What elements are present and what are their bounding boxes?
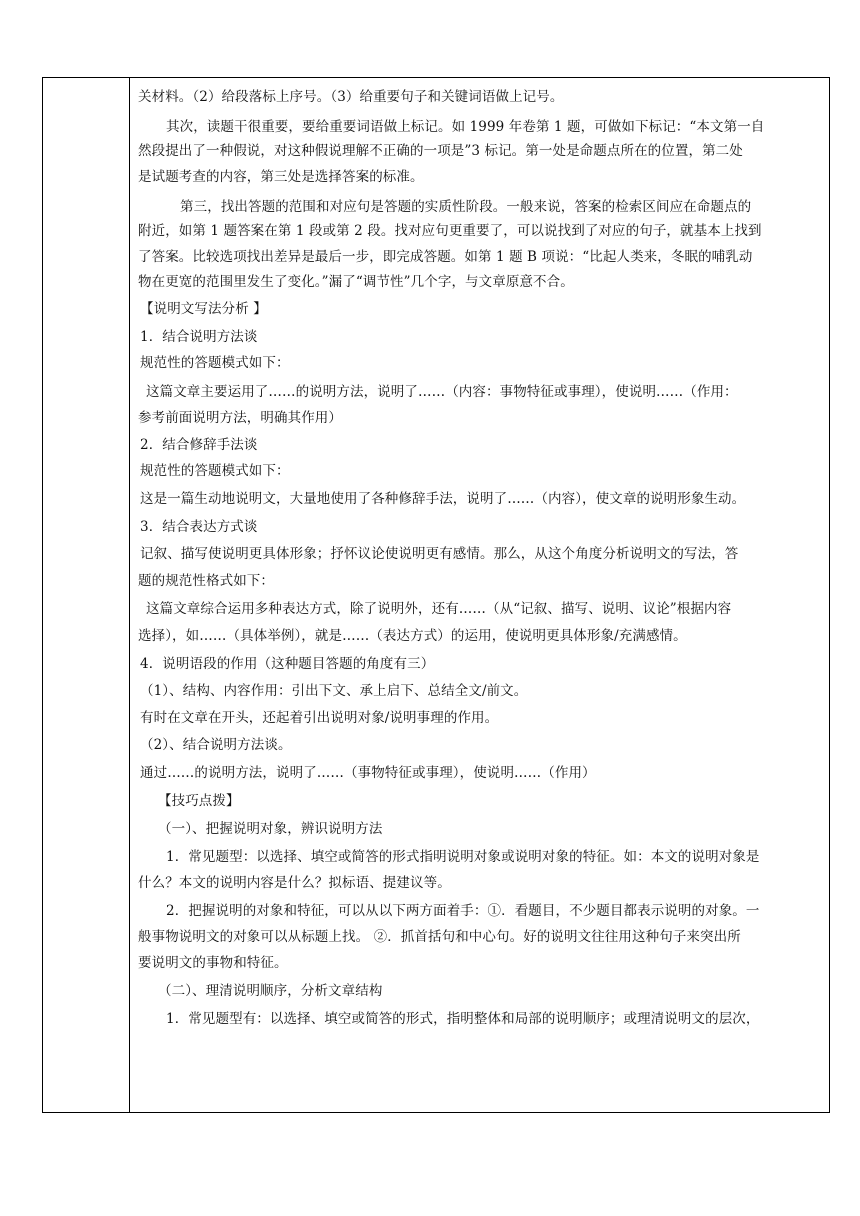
text-line: 附近，如第 1 题答案在第 1 段或第 2 段。找对应句更重要了，可以说找到了对应的句子，就基本上找到 [138, 223, 762, 239]
text-line: 1．常见题型：以选择、填空或简答的形式指明说明对象或说明对象的特征。如：本文的说明对象是 [166, 849, 760, 865]
text-line: 题的规范性格式如下： [138, 573, 274, 589]
text-line: （二）、理清说明顺序，分析文章结构 [158, 983, 383, 999]
text-line: 选择），如……（具体举例），就是……（表达方式）的运用，使说明更具体形象/充满感情。 [138, 628, 687, 644]
text-line: 要说明文的事物和特征。 [138, 955, 288, 971]
text-line: 然段提出了一种假说，对这种假说理解不正确的一项是”3 标记。第一处是命题点所在的位置，第二处 [138, 143, 743, 159]
text-line: 这篇文章综合运用多种表达方式，除了说明外，还有……（从“记叙、描写、说明、议论”根据内容 [146, 601, 732, 617]
text-line: 这篇文章主要运用了……的说明方法，说明了……（内容：事物特征或事理），使说明……（作用： [146, 384, 738, 400]
text-line: （1）、结构、内容作用：引出下文、承上启下、总结全文/前文。 [140, 683, 528, 699]
text-line: 般事物说明文的对象可以从标题上找。 ②．抓首括句和中心句。好的说明文往往用这种句子来突出所 [138, 929, 741, 945]
text-line: 1．结合说明方法谈 [140, 329, 258, 345]
text-line: 【技巧点拨】 [158, 793, 240, 809]
text-line: 4．说明语段的作用（这种题目答题的角度有三） [140, 656, 435, 672]
document-table [42, 77, 830, 1113]
text-line: 第三，找出答题的范围和对应句是答题的实质性阶段。一般来说，答案的检索区间应在命题点的 [180, 199, 752, 215]
text-line: 1．常见题型有：以选择、填空或简答的形式，指明整体和局部的说明顺序；或理清说明文的层次， [166, 1011, 760, 1027]
text-line: 有时在文章在开头，还起着引出说明对象/说明事理的作用。 [140, 710, 499, 726]
text-line: 2．结合修辞手法谈 [140, 437, 258, 453]
text-line: 什么？本文的说明内容是什么？拟标语、提建议等。 [138, 875, 451, 891]
text-line: 物在更宽的范围里发生了变化。”漏了“调节性”几个字，与文章原意不合。 [138, 274, 574, 290]
text-line: 其次，读题干很重要，要给重要词语做上标记。如 1999 年卷第 1 题，可做如下标记：“本文第一自 [166, 119, 765, 135]
text-line: 参考前面说明方法，明确其作用） [138, 410, 342, 426]
text-line: 这是一篇生动地说明文，大量地使用了各种修辞手法，说明了……（内容），使文章的说明形象生动。 [140, 491, 746, 507]
text-line: 2．把握说明的对象和特征，可以从以下两方面着手：①．看题目，不少题目都表示说明的对象。一 [166, 903, 760, 919]
text-line: 是试题考查的内容，第三处是选择答案的标准。 [138, 169, 424, 185]
text-line: 规范性的答题模式如下： [140, 355, 290, 371]
text-line: 了答案。比较选项找出差异是最后一步，即完成答题。如第 1 题 B 项说：“比起人类来，冬眠的哺乳动 [138, 249, 753, 265]
text-line: 规范性的答题模式如下： [140, 463, 290, 479]
text-line: 记叙、描写使说明更具体形象；抒怀议论使说明更有感情。那么，从这个角度分析说明文的写法，答 [140, 546, 739, 562]
text-line: 3．结合表达方式谈 [140, 519, 258, 535]
text-line: 关材料。（2）给段落标上序号。（3）给重要句子和关键词语做上记号。 [138, 89, 564, 105]
text-line: 通过……的说明方法，说明了……（事物特征或事理），使说明……（作用） [140, 765, 596, 781]
text-line: 【说明文写法分析 】 [140, 301, 267, 317]
text-line: （一）、把握说明对象，辨识说明方法 [158, 821, 383, 837]
column-divider [129, 78, 130, 1112]
text-line: （2）、结合说明方法谈。 [140, 737, 292, 753]
